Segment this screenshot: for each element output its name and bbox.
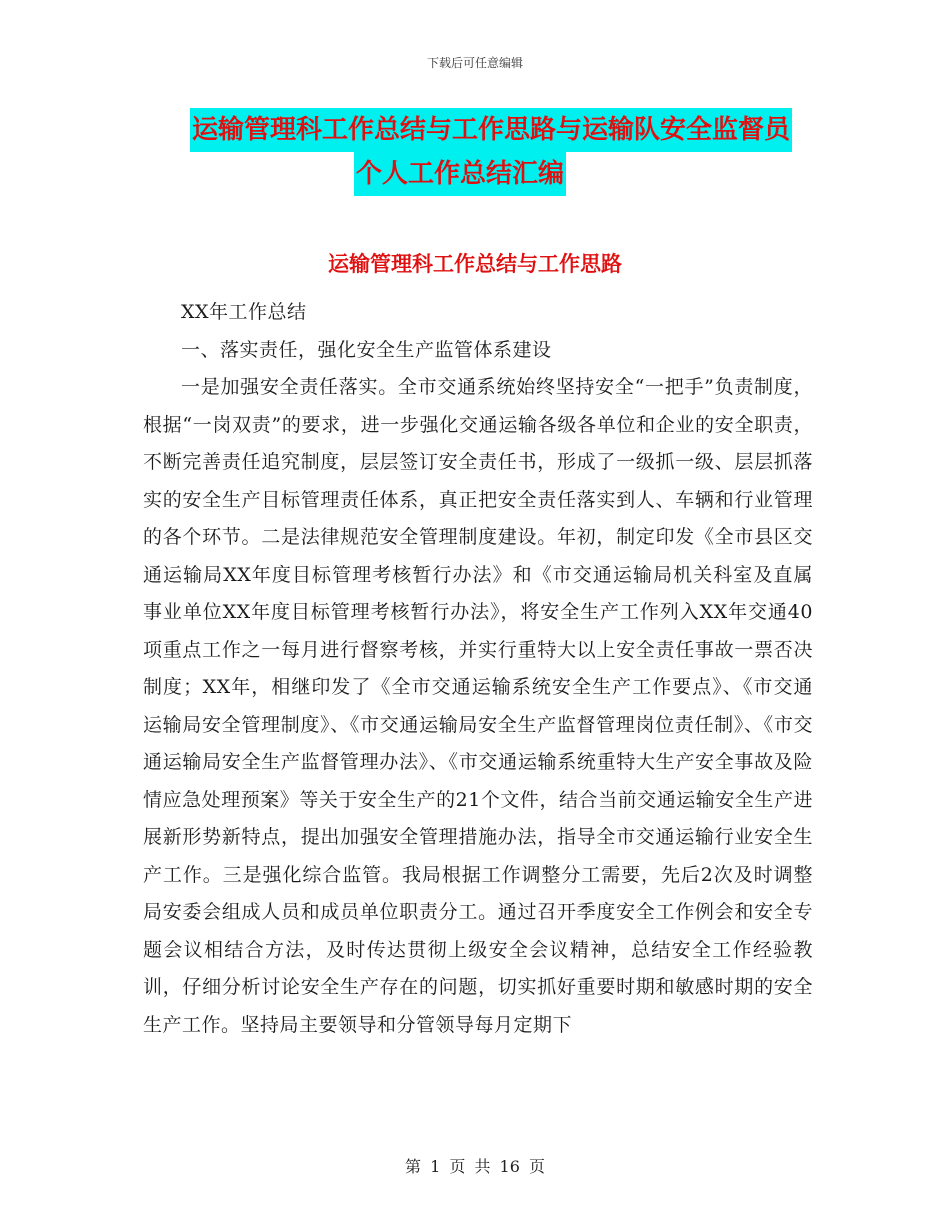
page-footer: 第 1 页 共 16 页	[405, 1157, 545, 1176]
document-body	[143, 294, 813, 1044]
document-title-line-1: 运输管理科工作总结与工作思路与运输队安全监督员	[190, 108, 792, 152]
page-header-note: 下载后可任意编辑	[426, 56, 523, 70]
paragraph-body: 一是加强安全责任落实。全市交通系统始终坚持安全“一把手”负责制度，根据“一岗双责”的要求，进一步强化交通运输各级各单位和企业的安全职责，不断完善责任追究制度，层层签订安全责任书，形成了一级抓一级、层层抓落实的安全生产目标管理责任体系，真正把安全责任落实到人、车辆和行业管理的各个环节。二是法律规范安全管理制度建设。年初，制定印发《全市县区交通运输局XX年度目标管理考核暂行办法》和《市交通运输局机关科室及直属事业单位XX年度目标管理考核暂行办法》，将安全生产工作列入XX年交通40项重点工作之一每月进行督察考核，并实行重特大以上安全责任事故一票否决制度；XX年，相继印发了《全市交通运输系统安全生产工作要点》、《市交通运输局安全管理制度》、《市交通运输局安全生产监督管理岗位责任制》、《市交通运输局安全生产监督管理办法》、《市交通运输系统重特大生产安全事故及险情应急处理预案》等关于安全生产的21个文件，结合当前交通运输安全生产进展新形势新特点，提出加强安全管理措施办法，指导全市交通运输行业安全生产工作。三是强化综合监管。我局根据工作调整分工需要，先后2次及时调整局安委会组成人员和成员单位职责分工。通过召开季度安全工作例会和安全专题会议相结合方法，及时传达贯彻上级安全会议精神，总结安全工作经验教训，仔细分析讨论安全生产存在的问题，切实抓好重要时期和敏感时期的安全生产工作。坚持局主要领导和分管领导每月定期下	[143, 376, 813, 1036]
paragraph-heading-one: 一、落实责任，强化安全生产监管体系建设	[181, 338, 552, 361]
paragraph-year-summary: XX年工作总结	[181, 301, 307, 323]
section-title: 运输管理科工作总结与工作思路	[328, 252, 622, 276]
document-title	[190, 108, 810, 196]
document-title-line-2: 个人工作总结汇编	[354, 152, 566, 196]
